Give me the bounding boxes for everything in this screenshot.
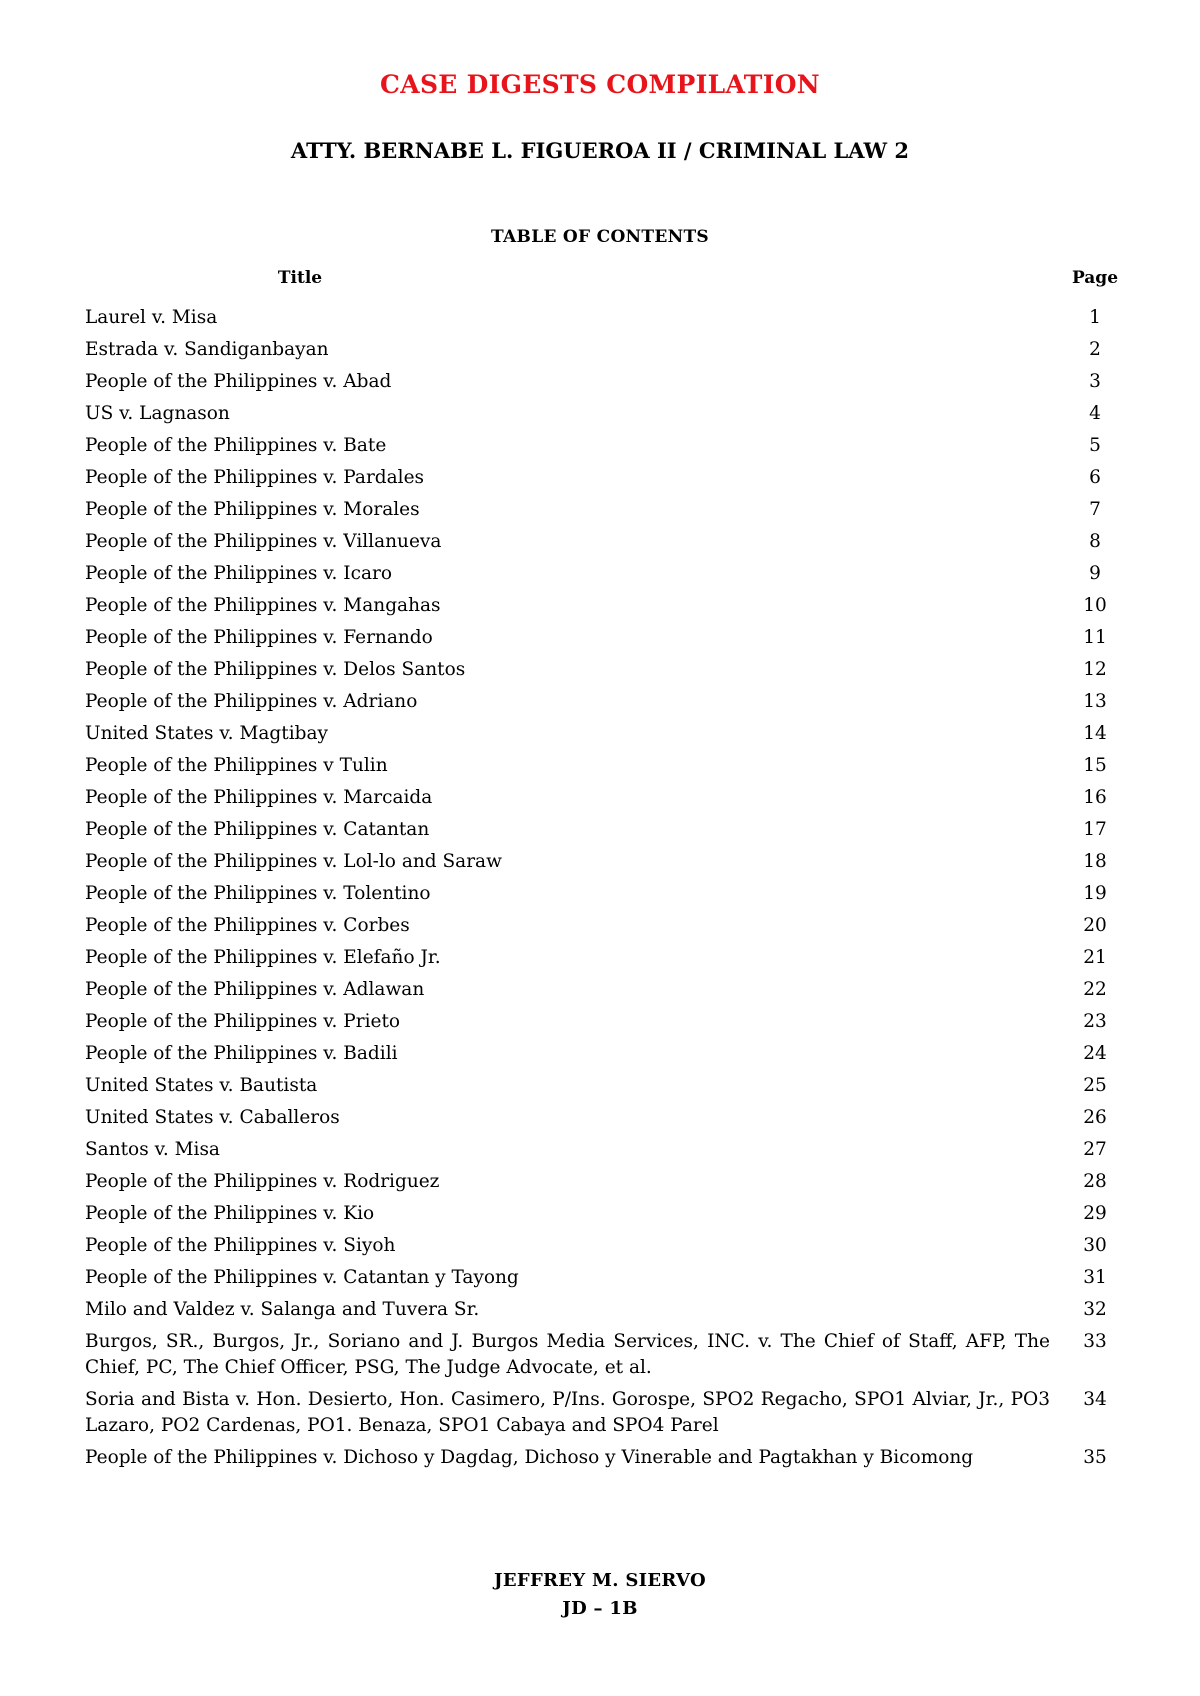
toc-entry-page: 10 [1083, 595, 1107, 616]
toc-entry [85, 623, 1145, 655]
document-subtitle: ATTY. BERNABE L. FIGUEROA II / CRIMINAL LAW 2 [290, 138, 910, 163]
toc-entry-page: 3 [1089, 371, 1101, 392]
toc-entry-page: 20 [1083, 915, 1107, 936]
toc-entry-page: 11 [1083, 627, 1107, 648]
toc-entry-title: People of the Philippines v. Fernando [85, 627, 433, 648]
toc-entry-title: Milo and Valdez v. Salanga and Tuvera Sr. [85, 1299, 480, 1320]
toc-entry-page: 34 [1083, 1389, 1107, 1410]
toc-entry-title: People of the Philippines v. Elefaño Jr. [85, 947, 441, 968]
toc-entry-page: 16 [1083, 787, 1107, 808]
toc-entry-title: People of the Philippines v. Siyoh [85, 1235, 396, 1256]
toc-column-page: Page [1071, 268, 1119, 288]
toc-heading: TABLE OF CONTENTS [491, 227, 709, 247]
toc-entry-page: 1 [1089, 307, 1101, 328]
toc-entry [85, 399, 1145, 431]
author-section: JD – 1B [562, 1598, 638, 1619]
toc-entry-title: People of the Philippines v. Catantan [85, 819, 430, 840]
toc-entry-page: 23 [1083, 1011, 1107, 1032]
toc-entry [85, 559, 1145, 591]
toc-entry-title: People of the Philippines v. Villanueva [85, 531, 442, 552]
toc-entry-page: 17 [1083, 819, 1107, 840]
toc-entry [85, 815, 1145, 847]
toc-entry-page: 29 [1083, 1203, 1107, 1224]
toc-entry [85, 1103, 1145, 1135]
toc-entry-title: US v. Lagnason [85, 403, 230, 424]
toc-entry-title: People of the Philippines v. Bate [85, 435, 387, 456]
toc-entry [85, 303, 1145, 335]
toc-entry-title: People of the Philippines v. Icaro [85, 563, 392, 584]
toc-entry-page: 27 [1083, 1139, 1107, 1160]
toc-entry-title: United States v. Magtibay [85, 723, 328, 744]
toc-entry-title: United States v. Caballeros [85, 1107, 340, 1128]
toc-entry-title: People of the Philippines v. Lol-lo and Saraw [85, 851, 502, 872]
toc-entry-title: Estrada v. Sandiganbayan [85, 339, 329, 360]
toc-entry-title: People of the Philippines v. Delos Santos [85, 659, 466, 680]
toc-entry [85, 591, 1145, 623]
toc-entry [85, 783, 1145, 815]
author-name: JEFFREY M. SIERVO [494, 1570, 706, 1591]
toc-entry-title: People of the Philippines v. Marcaida [85, 787, 433, 808]
toc-entry-page: 28 [1083, 1171, 1107, 1192]
toc-entry-page: 21 [1083, 947, 1107, 968]
toc-entry-title: Santos v. Misa [85, 1139, 220, 1160]
toc-entry-title: People of the Philippines v. Tolentino [85, 883, 431, 904]
toc-entry-page: 33 [1083, 1331, 1107, 1352]
toc-entry-page: 13 [1083, 691, 1107, 712]
toc-entry [85, 655, 1145, 687]
toc-entry-title: People of the Philippines v. Abad [85, 371, 392, 392]
toc-entry-page: 32 [1083, 1299, 1107, 1320]
toc-entry-title: People of the Philippines v. Badili [85, 1043, 398, 1064]
toc-entry-page: 8 [1089, 531, 1101, 552]
toc-entry [85, 527, 1145, 559]
toc-entry-title: People of the Philippines v. Kio [85, 1203, 375, 1224]
toc-entry [85, 495, 1145, 527]
toc-entry [85, 463, 1145, 495]
toc-entry-title: People of the Philippines v. Dichoso y Dagdag, Dichoso y Vinerable and Pagtakhan y Bicomong [85, 1447, 974, 1468]
toc-entry-page: 31 [1083, 1267, 1107, 1288]
toc-entry [85, 879, 1145, 911]
toc-entry-page: 14 [1083, 723, 1107, 744]
toc-entry-title: Burgos, SR., Burgos, Jr., Soriano and J. Burgos Media Services, INC. v. The Chief of Staff, AFP, The Chief, PC, The Chief Officer, PSG, The Judge Advocate, et al. [85, 1331, 1050, 1378]
toc-entry-page: 22 [1083, 979, 1107, 1000]
toc-entry-title: People of the Philippines v. Adriano [85, 691, 418, 712]
toc-entry-title: Laurel v. Misa [85, 307, 218, 328]
toc-column-title: Title [277, 268, 323, 288]
toc-entry-title: People of the Philippines v. Morales [85, 499, 420, 520]
toc-entry [85, 1385, 1145, 1443]
toc-entry-title: People of the Philippines v. Rodriguez [85, 1171, 440, 1192]
toc-entry-title: United States v. Bautista [85, 1075, 318, 1096]
toc-entry-page: 15 [1083, 755, 1107, 776]
toc-entry [85, 719, 1145, 751]
toc-entry-title: People of the Philippines v. Catantan y Tayong [85, 1267, 519, 1288]
toc-list [85, 303, 1145, 1475]
toc-entry [85, 687, 1145, 719]
toc-entry-page: 26 [1083, 1107, 1107, 1128]
toc-entry-page: 4 [1089, 403, 1101, 424]
toc-entry [85, 1327, 1145, 1385]
toc-entry [85, 1007, 1145, 1039]
toc-entry-page: 2 [1089, 339, 1101, 360]
toc-entry-page: 35 [1083, 1447, 1107, 1468]
toc-entry-page: 7 [1089, 499, 1101, 520]
toc-entry-page: 6 [1089, 467, 1101, 488]
toc-entry-title: People of the Philippines v Tulin [85, 755, 388, 776]
toc-entry-page: 9 [1089, 563, 1101, 584]
toc-entry-page: 24 [1083, 1043, 1107, 1064]
toc-entry [85, 1135, 1145, 1167]
toc-entry-title: People of the Philippines v. Prieto [85, 1011, 401, 1032]
toc-entry [85, 1199, 1145, 1231]
toc-entry-page: 12 [1083, 659, 1107, 680]
toc-entry-page: 25 [1083, 1075, 1107, 1096]
toc-entry-page: 19 [1083, 883, 1107, 904]
toc-entry [85, 431, 1145, 463]
toc-entry-page: 18 [1083, 851, 1107, 872]
toc-entry [85, 1443, 1145, 1475]
toc-entry [85, 1039, 1145, 1071]
toc-entry [85, 1167, 1145, 1199]
toc-entry-title: People of the Philippines v. Mangahas [85, 595, 441, 616]
toc-entry [85, 911, 1145, 943]
toc-entry-title: People of the Philippines v. Adlawan [85, 979, 425, 1000]
toc-entry [85, 975, 1145, 1007]
toc-entry [85, 943, 1145, 975]
toc-entry-page: 5 [1089, 435, 1101, 456]
toc-entry-page: 30 [1083, 1235, 1107, 1256]
toc-entry-title: People of the Philippines v. Corbes [85, 915, 410, 936]
toc-entry [85, 367, 1145, 399]
toc-entry [85, 847, 1145, 879]
toc-entry-title: People of the Philippines v. Pardales [85, 467, 425, 488]
toc-entry [85, 1263, 1145, 1295]
toc-entry [85, 751, 1145, 783]
toc-entry [85, 335, 1145, 367]
toc-entry [85, 1295, 1145, 1327]
toc-entry [85, 1071, 1145, 1103]
toc-entry [85, 1231, 1145, 1263]
document-title: CASE DIGESTS COMPILATION [380, 70, 820, 99]
toc-entry-title: Soria and Bista v. Hon. Desierto, Hon. Casimero, P/Ins. Gorospe, SPO2 Regacho, SPO1 Alviar, Jr., PO3 Lazaro, PO2 Cardenas, PO1. Benaza, SPO1 Cabaya and SPO4 Parel [85, 1389, 1050, 1436]
